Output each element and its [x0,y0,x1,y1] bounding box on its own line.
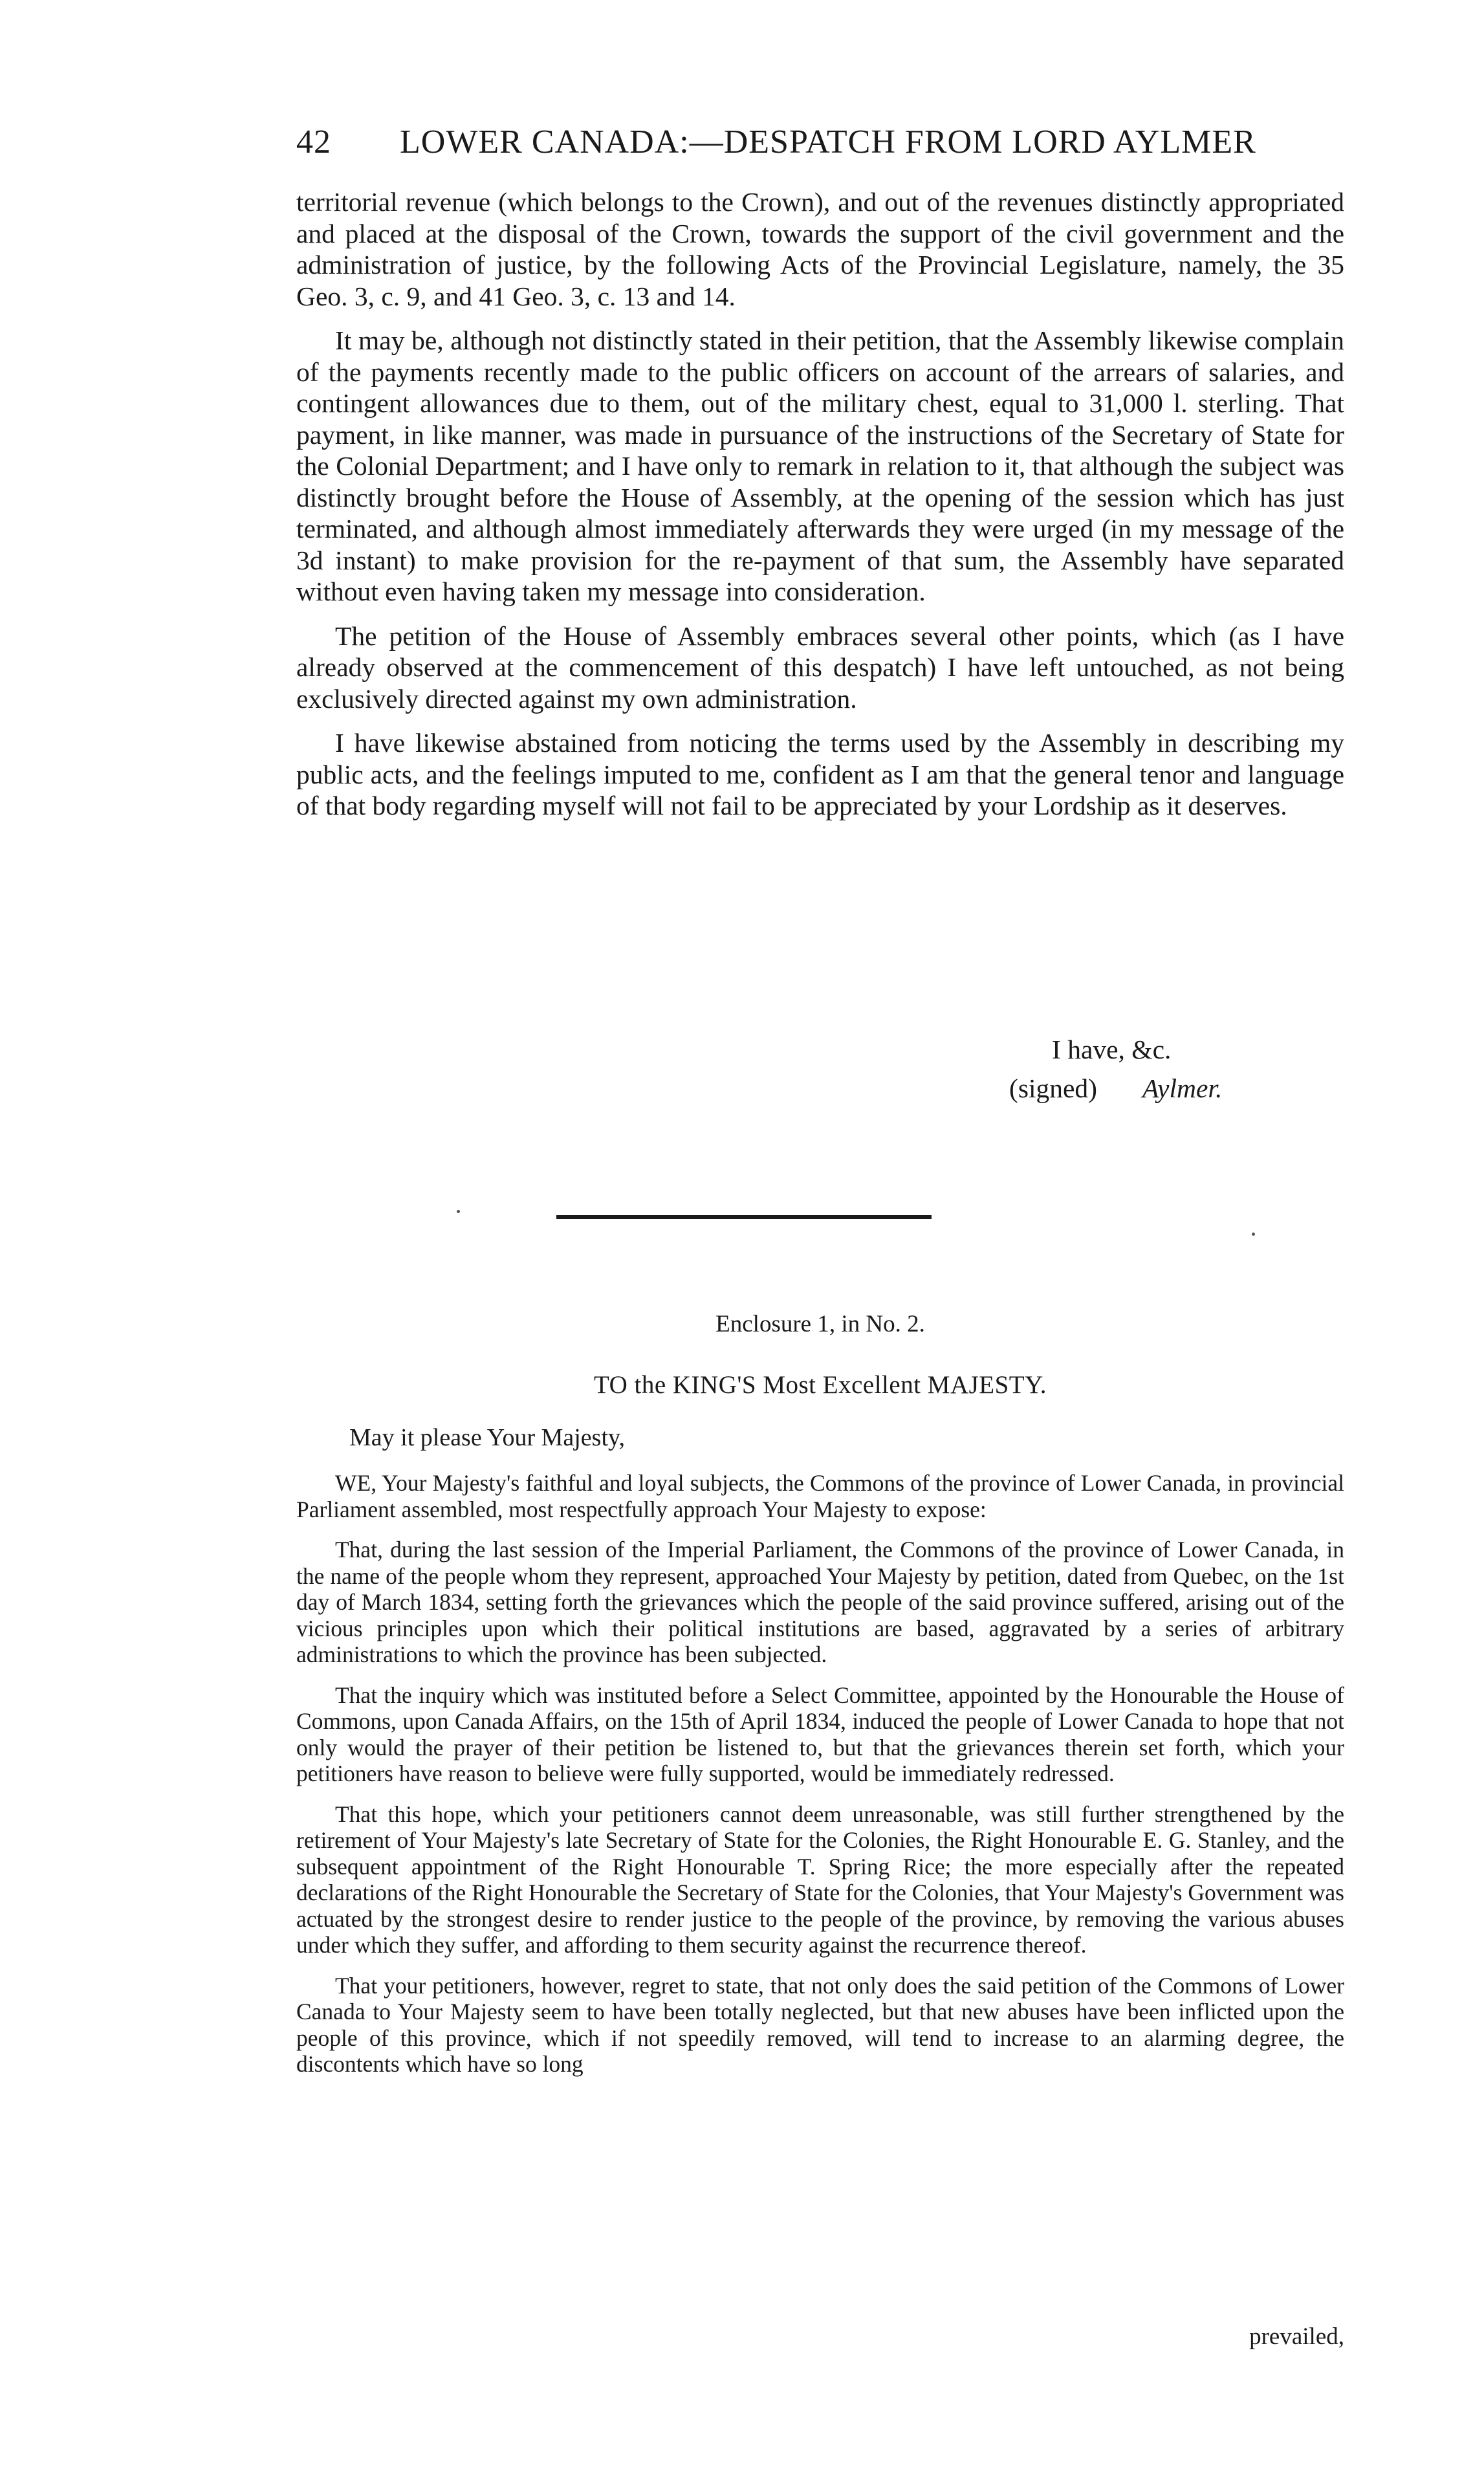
petition-paragraph: That your petitioners, however, regret to state, that not only does the said petition of the Commons of Lower Canada to Your Majesty seem to have been totally neglected, but that new abuses have been inflicted upon the people of this province, which if not speedily removed, will tend to increase to an alarming degree, the discontents which have so long [296,1972,1344,2077]
petition-paragraph: That, during the last session of the Imperial Parliament, the Commons of the province of Lower Canada, in the name of the people whom they represent, approached Your Majesty by petition, dated from Quebec, on the 1st day of March 1834, setting forth the grievances which the people of the said province suffered, arising out of the vicious principles upon which their political institutions are based, aggravated by a series of arbitrary administrations to which the province has been subjected. [296,1537,1344,1667]
running-title: LOWER CANADA:—DESPATCH FROM LORD AYLMER [400,124,1256,160]
despatch-paragraph: The petition of the House of Assembly embraces several other points, which (as I have already observed at the commencement of this despatch) I have left untouched, as not being exclusively directed against my own administration. [296,620,1344,714]
page-number: 42 [296,124,331,160]
signature-line [1009,1069,1346,1108]
enclosure-heading: Enclosure 1, in No. 2. [715,1311,925,1337]
despatch-closing [1009,1030,1346,1108]
section-divider [556,1215,932,1219]
despatch-paragraph: I have likewise abstained from noticing the terms used by the Assembly in describing my public acts, and the feelings imputed to me, confident as I am that the general tenor and language of that body regarding myself will not fail to be appreciated by your Lordship as it deserves. [296,728,1344,820]
petition-body [296,1470,1344,2092]
catchword: prevailed, [1249,2323,1344,2350]
petition-addressee: TO the KING'S Most Excellent MAJESTY. [593,1371,1047,1399]
paper-speck [457,1210,460,1213]
despatch-body [296,186,1344,835]
signature: Aylmer. [1142,1073,1223,1103]
despatch-paragraph: It may be, although not distinctly stated in their petition, that the Assembly likewise complain of the payments recently made to the public officers on account of the arrears of salaries, and contingent allowances due to them, out of the military chest, equal to 31,000 l. sterling. That payment, in like manner, was made in pursuance of the instructions of the Secretary of State for the Colonial Department; and I have only to remark in relation to it, that although the subject was distinctly brought before the House of Assembly, at the opening of the session which has just terminated, and although almost immediately afterwards they were urged (in my message of the 3d instant) to make provision for the re-payment of that sum, the Assembly have separated without even having taken my message into consideration. [296,325,1344,606]
petition-salutation: May it please Your Majesty, [349,1424,626,1451]
petition-paragraph: WE, Your Majesty's faithful and loyal subjects, the Commons of the province of Lower Canada, in provincial Parliament assembled, most respectfully approach Your Majesty to expose: [296,1470,1344,1522]
closing-phrase: I have, &c. [1052,1035,1172,1064]
signed-label: (signed) [1009,1073,1097,1103]
petition-paragraph: That the inquiry which was instituted before a Select Committee, appointed by the Honourable the House of Commons, upon Canada Affairs, on the 15th of April 1834, induced the people of Lower Canada to hope that not only would the prayer of their petition be listened to, but that the grievances therein set forth, which your petitioners have reason to believe were fully supported, would be immediately redressed. [296,1682,1344,1786]
despatch-paragraph: territorial revenue (which belongs to the Crown), and out of the revenues distinctly appropriated and placed at the disposal of the Crown, towards the support of the civil government and the administration of justice, by the following Acts of the Provincial Legislature, namely, the 35 Geo. 3, c. 9, and 41 Geo. 3, c. 13 and 14. [296,187,1344,311]
petition-paragraph: That this hope, which your petitioners cannot deem unreasonable, was still further strengthened by the retirement of Your Majesty's late Secretary of State for the Colonies, the Right Honourable E. G. Stanley, and the subsequent appointment of the Right Honourable T. Spring Rice; the more especially after the repeated declarations of the Right Honourable the Secretary of State for the Colonies, that Your Majesty's Government was actuated by the strongest desire to render justice to the people of the province, by removing the various abuses under which they suffer, and affording to them security against the recurrence thereof. [296,1801,1344,1958]
running-header [296,123,1344,175]
paper-speck [1252,1233,1255,1236]
